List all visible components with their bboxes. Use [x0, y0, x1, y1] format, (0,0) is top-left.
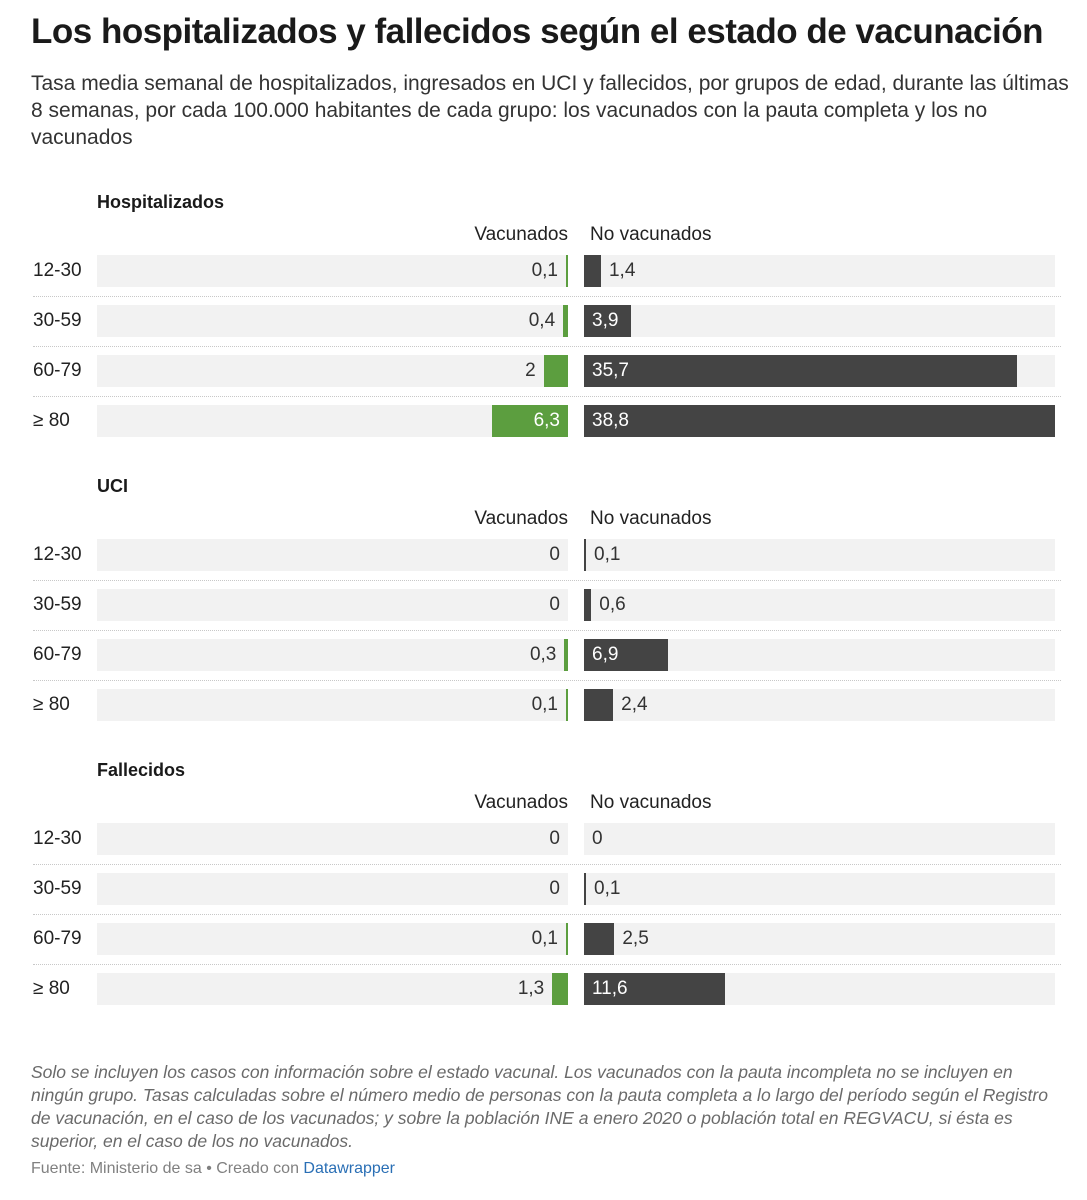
row-label-uci-80: ≥ 80: [33, 694, 70, 715]
chart-title: Los hospitalizados y fallecidos según el estado de vacunación: [31, 12, 1043, 51]
bar-no-vacunados: [584, 689, 613, 721]
track-vacunados: [97, 539, 568, 571]
bar-no-vacunados: [584, 539, 586, 571]
row-label-hospitalizados-30-59: 30-59: [33, 310, 82, 331]
track-vacunados: [97, 823, 568, 855]
column-header-vacunados: Vacunados: [474, 792, 568, 813]
track-vacunados: [97, 973, 568, 1005]
value-label-vacunados: 0: [549, 594, 560, 615]
track-vacunados: [97, 873, 568, 905]
track-vacunados: [97, 589, 568, 621]
chart-subtitle: Tasa media semanal de hospitalizados, ingresados en UCI y fallecidos, por grupos de edad, durante las últimas 8 semanas, por cada 100.000 habitantes de cada grupo: los vacunados con la pauta completa y los no vacunados: [31, 72, 1069, 149]
bar-vacunados: [566, 255, 568, 287]
value-label-no-vacunados: 2,5: [622, 928, 649, 949]
value-label-vacunados: 6,3: [533, 410, 560, 431]
track-vacunados: [97, 255, 568, 287]
value-label-vacunados: 0,1: [531, 694, 558, 715]
bar-vacunados: [544, 355, 568, 387]
row-separator: [33, 680, 1061, 681]
row-separator: [33, 914, 1061, 915]
value-label-no-vacunados: 35,7: [592, 360, 629, 381]
row-separator: [33, 296, 1061, 297]
value-label-vacunados: 1,3: [517, 978, 545, 999]
value-label-vacunados: 0,1: [531, 928, 558, 949]
value-label-no-vacunados: 0: [592, 828, 603, 849]
panel-title-hospitalizados: Hospitalizados: [97, 192, 225, 212]
bar-vacunados: [563, 305, 568, 337]
row-label-fallecidos-12-30: 12-30: [33, 828, 82, 849]
value-label-vacunados: 0: [549, 878, 560, 899]
value-label-no-vacunados: 0,1: [594, 878, 621, 899]
track-vacunados: [97, 923, 568, 955]
column-header-no-vacunados: No vacunados: [590, 792, 712, 813]
row-separator: [33, 864, 1061, 865]
chart-notes: Solo se incluyen los casos con información sobre el estado vacunal. Los vacunados con la pauta incompleta no se incluyen en ningún grupo. Tasas calculadas sobre el número medio de personas con la pauta completa a lo largo del período según el Registro de vacunación, en el caso de los vacunados; y sobre la población INE a enero 2020 o población total en REGVACU, si ésta es superior, en el caso de los no vacunados.: [31, 1062, 1048, 1151]
value-label-vacunados: 0: [549, 828, 560, 849]
track-no-vacunados: [584, 589, 1055, 621]
column-header-no-vacunados: No vacunados: [590, 508, 712, 529]
track-no-vacunados: [584, 689, 1055, 721]
row-label-fallecidos-60-79: 60-79: [33, 928, 82, 949]
track-no-vacunados: [584, 873, 1055, 905]
value-label-no-vacunados: 3,9: [592, 310, 619, 331]
value-label-vacunados: 0,4: [528, 310, 556, 331]
track-vacunados: [97, 689, 568, 721]
bar-vacunados: [566, 923, 568, 955]
row-label-uci-30-59: 30-59: [33, 594, 82, 615]
bar-vacunados: [552, 973, 568, 1005]
bar-no-vacunados: [584, 873, 586, 905]
value-label-no-vacunados: 6,9: [592, 644, 619, 665]
value-label-no-vacunados: 0,1: [594, 544, 621, 565]
track-no-vacunados: [584, 539, 1055, 571]
row-label-fallecidos-80: ≥ 80: [33, 978, 70, 999]
value-label-no-vacunados: 2,4: [621, 694, 648, 715]
row-separator: [33, 630, 1061, 631]
panel-title-fallecidos: Fallecidos: [97, 760, 186, 780]
datawrapper-link[interactable]: Datawrapper: [303, 1160, 396, 1177]
bar-vacunados: [566, 689, 568, 721]
row-separator: [33, 580, 1061, 581]
track-vacunados: [97, 639, 568, 671]
value-label-vacunados: 0,3: [529, 644, 557, 665]
track-no-vacunados: [584, 823, 1055, 855]
value-label-vacunados: 0: [549, 544, 560, 565]
bar-no-vacunados: [584, 405, 1055, 437]
track-vacunados: [97, 355, 568, 387]
bar-vacunados: [564, 639, 568, 671]
row-separator: [33, 346, 1061, 347]
column-header-no-vacunados: No vacunados: [590, 224, 712, 245]
column-header-vacunados: Vacunados: [474, 508, 568, 529]
track-no-vacunados: [584, 923, 1055, 955]
value-label-vacunados: 0,1: [531, 260, 558, 281]
row-label-hospitalizados-60-79: 60-79: [33, 360, 82, 381]
row-separator: [33, 964, 1061, 965]
source-text: Fuente: Ministerio de sa • Creado con: [31, 1160, 304, 1177]
value-label-no-vacunados: 0,6: [599, 594, 626, 615]
bar-no-vacunados: [584, 923, 614, 955]
row-label-fallecidos-30-59: 30-59: [33, 878, 82, 899]
value-label-vacunados: 2: [525, 360, 536, 381]
chart-footer: [31, 1160, 395, 1178]
row-label-hospitalizados-80: ≥ 80: [33, 410, 70, 431]
track-no-vacunados: [584, 305, 1055, 337]
row-label-uci-60-79: 60-79: [33, 644, 82, 665]
bar-no-vacunados: [584, 255, 601, 287]
track-no-vacunados: [584, 255, 1055, 287]
row-label-uci-12-30: 12-30: [33, 544, 82, 565]
panel-title-uci: UCI: [97, 476, 128, 496]
row-separator: [33, 396, 1061, 397]
bar-no-vacunados: [584, 355, 1017, 387]
bar-no-vacunados: [584, 589, 591, 621]
track-vacunados: [97, 305, 568, 337]
column-header-vacunados: Vacunados: [474, 224, 568, 245]
value-label-no-vacunados: 1,4: [608, 260, 636, 281]
value-label-no-vacunados: 11,6: [592, 978, 628, 999]
value-label-no-vacunados: 38,8: [592, 410, 629, 431]
row-label-hospitalizados-12-30: 12-30: [33, 260, 82, 281]
